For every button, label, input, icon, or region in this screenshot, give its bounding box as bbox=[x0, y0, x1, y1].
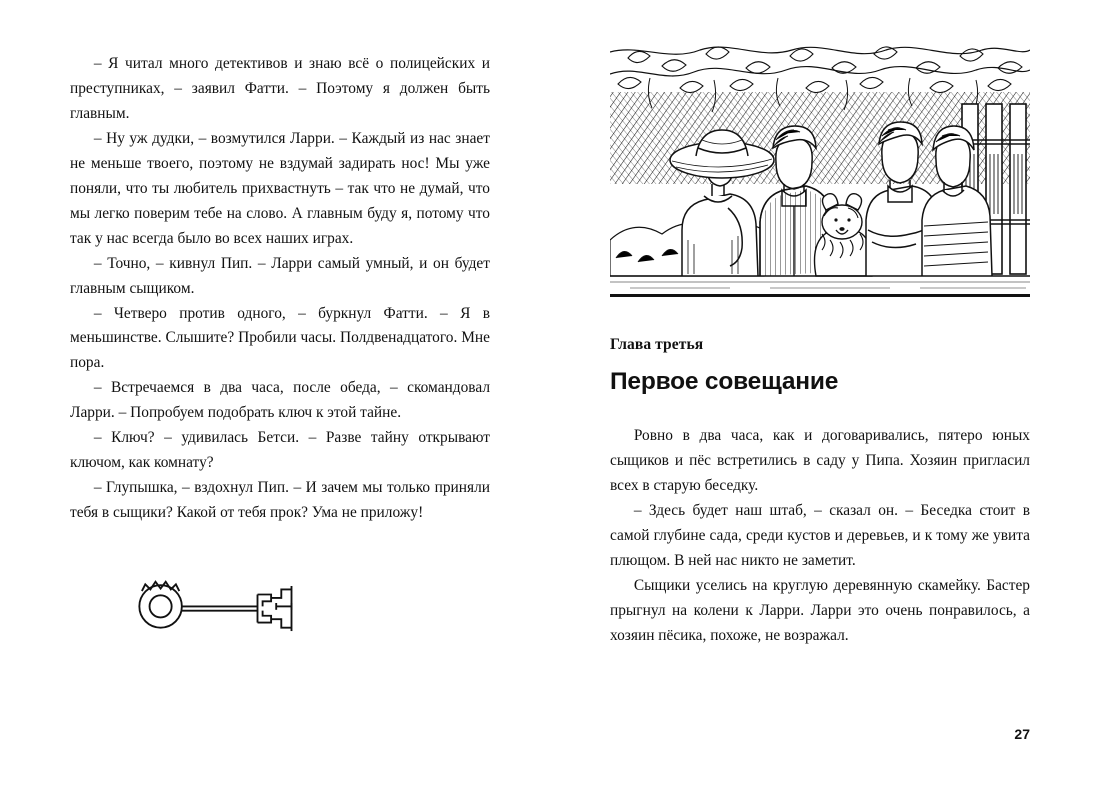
left-page bbox=[70, 52, 490, 638]
paragraph: – Ключ? – удивилась Бетси. – Разве тайну открывают ключом, как комнату? bbox=[70, 429, 490, 472]
children-and-dog-in-garden-illustration bbox=[610, 44, 1030, 302]
paragraph: – Глупышка, – вздохнул Пип. – И зачем мы только приняли тебя в сыщики? Какой от тебя прок? Ума не приложу! bbox=[70, 479, 490, 522]
paragraph: – Точно, – кивнул Пип. – Ларри самый умный, и он будет главным сыщиком. bbox=[70, 254, 490, 297]
left-page-body-text bbox=[70, 52, 490, 526]
key-icon bbox=[130, 568, 300, 638]
chapter-label: Глава третья bbox=[610, 336, 704, 353]
right-page-body-text bbox=[610, 424, 1030, 649]
right-page bbox=[610, 44, 1030, 649]
chapter-title: Первое совещание bbox=[610, 368, 839, 395]
paragraph: – Встречаемся в два часа, после обеда, – скомандовал Ларри. – Попробуем подобрать ключ к этой тайне. bbox=[70, 379, 490, 422]
paragraph: – Здесь будет наш штаб, – сказал он. – Беседка стоит в самой глубине сада, среди кустов и деревьев, и к тому же увита плющом. В ней нас никто не заметит. bbox=[610, 501, 1030, 569]
paragraph: – Я читал много детективов и знаю всё о полицейских и преступниках, – заявил Фатти. – Поэтому я должен быть главным. bbox=[70, 55, 490, 122]
paragraph: Ровно в два часа, как и договаривались, пятеро юных сыщиков и пёс встретились в саду у Пипа. Хозяин пригласил всех в старую беседку. bbox=[610, 427, 1030, 494]
paragraph: – Четверо против одного, – буркнул Фатти. – Я в меньшинстве. Слышите? Пробили часы. Полдвенадцатого. Мне пора. bbox=[70, 304, 490, 372]
paragraph: – Ну уж дудки, – возмутился Ларри. – Каждый из нас знает не меньше твоего, поэтому не вздумай задирать нос! Мы уже поняли, что ты любитель прихвастнуть – так что не думай, что мы легко поверим тебе на слово. А главным буду я, потому что так у нас всегда было во всех наших играх. bbox=[70, 129, 490, 247]
paragraph: Сыщики уселись на круглую деревянную скамейку. Бастер прыгнул на колени к Ларри. Ларри это очень понравилось, а хозяин пёсика, похоже, не возражал. bbox=[610, 576, 1030, 644]
page-number: 27 bbox=[1014, 726, 1030, 742]
